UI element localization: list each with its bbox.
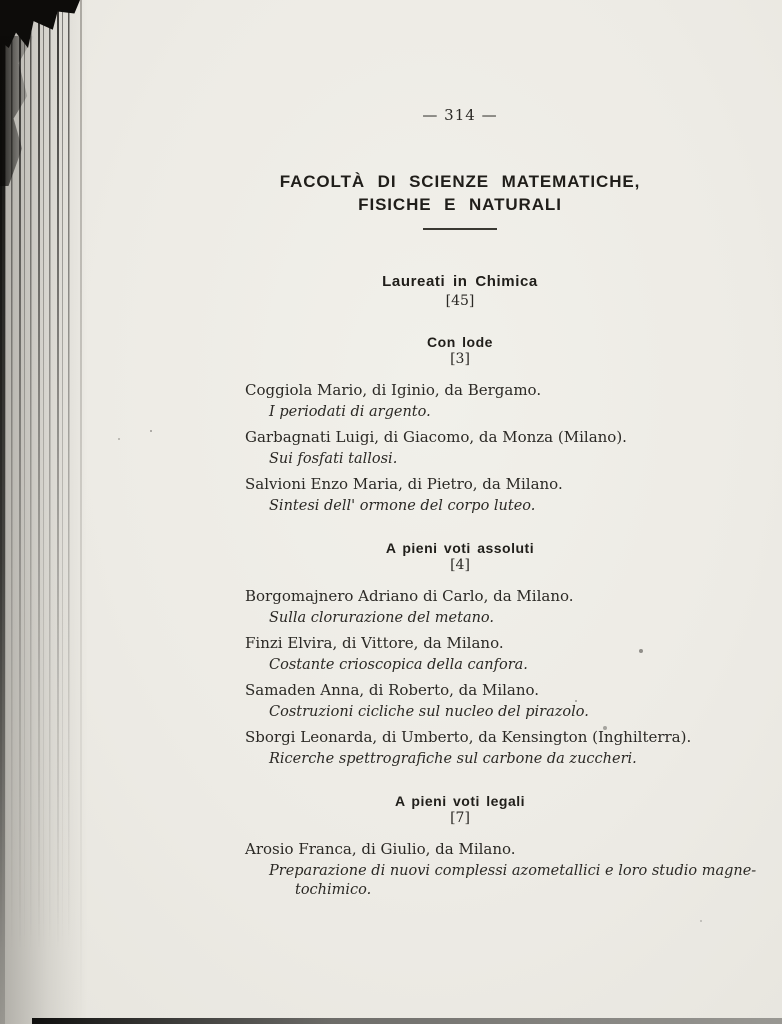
entry-name: Sborgi Leonarda, di Umberto, da Kensington (Inghilterra). — [245, 728, 692, 746]
entry-name: Samaden Anna, di Roberto, da Milano. — [245, 681, 540, 699]
group-count: [3] — [450, 351, 470, 367]
faculty-heading-line2: FISICHE E NATURALI — [358, 195, 562, 214]
group-con-lode — [140, 334, 780, 516]
page-number: — 314 — — [422, 106, 498, 124]
degree-count: [45] — [445, 293, 475, 309]
entry-thesis: Sui fosfati tallosi. — [269, 451, 398, 467]
group-count: [4] — [450, 557, 470, 573]
group-title: A pieni voti legali — [394, 793, 526, 809]
group-count: [7] — [450, 810, 470, 826]
entry-name: Finzi Elvira, di Vittore, da Milano. — [245, 634, 504, 652]
scan-bottom-edge — [32, 1018, 782, 1024]
entry-name: Borgomajnero Adriano di Carlo, da Milano. — [245, 587, 574, 605]
group-entries — [140, 380, 780, 516]
entry-thesis: Ricerche spettrografiche sul carbone da zuccheri. — [269, 751, 637, 767]
entry-thesis: I periodati di argento. — [269, 404, 431, 420]
graduate-entry — [245, 586, 780, 628]
entry-thesis: Sulla clorurazione del metano. — [269, 610, 495, 626]
entry-thesis: Costruzioni cicliche sul nucleo del pirazolo. — [269, 704, 589, 720]
entry-name: Coggiola Mario, di Iginio, da Bergamo. — [245, 381, 542, 399]
entry-thesis: Sintesi dell' ormone del corpo luteo. — [269, 498, 536, 514]
group-title: A pieni voti assoluti — [385, 540, 535, 556]
entry-name: Garbagnati Luigi, di Giacomo, da Monza (Milano). — [245, 428, 627, 446]
heading-rule — [423, 228, 497, 230]
entry-thesis-continuation: tochimico. — [295, 882, 372, 898]
graduate-entry — [245, 633, 780, 675]
group-entries — [140, 586, 780, 769]
scan-specks — [0, 0, 2, 2]
entry-thesis: Costante crioscopica della canfora. — [269, 657, 528, 673]
graduate-entry — [245, 380, 780, 422]
entry-thesis: Preparazione di nuovi complessi azometallici e loro studio magne- — [269, 863, 757, 879]
group-entries — [140, 839, 780, 900]
page-content — [140, 106, 780, 905]
graduate-entry — [245, 427, 780, 469]
faculty-heading — [140, 170, 780, 230]
graduate-entry — [245, 839, 780, 900]
entry-name: Salvioni Enzo Maria, di Pietro, da Milano. — [245, 475, 563, 493]
degree-title: Laureati in Chimica — [382, 273, 538, 290]
graduate-entry — [245, 474, 780, 516]
scan-fold-line — [80, 0, 82, 1024]
group-title: Con lode — [427, 334, 493, 350]
graduate-entry — [245, 680, 780, 722]
faculty-heading-line1: FACOLTÀ DI SCIENZE MATEMATICHE, — [279, 172, 641, 191]
entry-name: Arosio Franca, di Giulio, da Milano. — [245, 840, 516, 858]
graduate-entry — [245, 727, 780, 769]
group-pieni-voti-assoluti — [140, 540, 780, 769]
group-pieni-voti-legali — [140, 793, 780, 900]
